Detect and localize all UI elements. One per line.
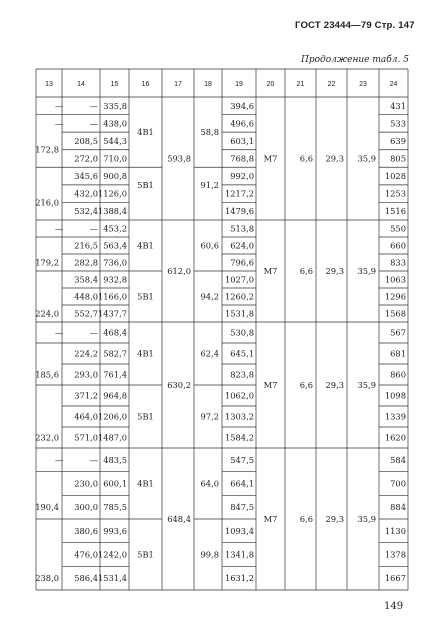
- cell-col19: 1303,2: [224, 411, 254, 422]
- cell-col17: 593,8: [167, 153, 191, 164]
- cell-col18: 62,4: [200, 348, 219, 359]
- cell-col17: 630,2: [167, 380, 191, 390]
- cell-col16: 4B1: [137, 478, 154, 489]
- cell-col24: 431: [390, 100, 406, 111]
- cell-col15: 964,8: [103, 390, 127, 401]
- cell-col24: 1296: [384, 291, 406, 302]
- cell-col19: 1062,0: [224, 390, 254, 401]
- cell-col14: —: [89, 327, 98, 338]
- cell-col15: 785,5: [103, 502, 127, 513]
- cell-col15: 582,7: [103, 348, 127, 359]
- cell-col20: M7: [263, 380, 278, 390]
- cell-col24: 1667: [384, 573, 406, 584]
- cell-col19: 1093,4: [224, 525, 254, 536]
- cell-col17: 648,4: [167, 514, 191, 524]
- cell-col15: 453,2: [103, 223, 127, 234]
- cell-col13: 238,0: [35, 573, 59, 584]
- cell-col18: 91,2: [200, 179, 219, 190]
- cell-col19: 1341,8: [224, 549, 254, 560]
- cell-col15: 900,8: [103, 171, 127, 182]
- cell-col14: 432,0: [74, 188, 98, 199]
- cell-col24: 681: [390, 348, 406, 359]
- cell-col18: 94,2: [200, 291, 219, 302]
- column-header: 20: [266, 81, 275, 88]
- cell-col24: 860: [390, 369, 406, 380]
- cell-col19: 624,0: [230, 240, 254, 251]
- cell-col19: 768,8: [230, 153, 254, 164]
- cell-col15: 1206,0: [97, 411, 127, 422]
- cell-col15: 544,3: [103, 135, 127, 146]
- page-number: 149: [384, 601, 404, 612]
- cell-col14: 476,0: [74, 549, 98, 560]
- cell-col24: 660: [390, 240, 406, 251]
- column-header: 16: [141, 81, 150, 88]
- cell-col20: M7: [263, 266, 278, 276]
- cell-col14: 448,0: [74, 291, 98, 302]
- cell-col15: 1166,0: [97, 291, 127, 302]
- cell-col14: 282,8: [74, 257, 98, 268]
- cell-col14: 224,2: [74, 348, 98, 359]
- cell-col19: 496,6: [230, 118, 254, 129]
- cell-col14: 380,6: [74, 525, 98, 536]
- cell-col16: 5B1: [137, 411, 154, 422]
- cell-col16: 4B1: [137, 127, 154, 138]
- cell-col14: 586,4: [74, 573, 98, 584]
- cell-col24: 1339: [384, 411, 406, 422]
- cell-col13: 172,8: [35, 144, 59, 155]
- cell-col15: 993,6: [103, 525, 127, 536]
- cell-col13: 216,0: [35, 197, 59, 208]
- cell-col15: 1126,0: [97, 188, 127, 199]
- cell-col23: 35,9: [357, 153, 376, 164]
- cell-col23: 35,9: [357, 266, 376, 276]
- cell-col15: 600,1: [103, 478, 127, 489]
- cell-col14: 300,0: [74, 502, 98, 513]
- cell-col19: 1479,6: [224, 206, 254, 217]
- cell-col14: 358,4: [74, 274, 98, 285]
- column-header: 13: [45, 81, 53, 88]
- cell-col13: —: [54, 454, 64, 465]
- cell-col20: M7: [263, 514, 278, 524]
- cell-col19: 1531,8: [224, 308, 254, 319]
- cell-col15: 1531,4: [97, 573, 127, 584]
- cell-col14: 464,0: [74, 411, 98, 422]
- cell-col17: 612,0: [167, 266, 191, 276]
- cell-col18: 97,2: [200, 411, 219, 422]
- table-continuation-caption: Продолжение табл. 5: [301, 55, 409, 65]
- cell-col15: 932,8: [103, 274, 127, 285]
- cell-col22: 29,3: [325, 266, 344, 276]
- cell-col13: —: [54, 223, 64, 234]
- cell-col14: 272,0: [74, 153, 98, 164]
- cell-col16: 5B1: [137, 549, 154, 560]
- cell-col15: 1437,7: [97, 308, 127, 319]
- cell-col19: 1260,2: [224, 291, 254, 302]
- cell-col24: 1378: [384, 549, 406, 560]
- cell-col14: —: [89, 454, 98, 465]
- cell-col14: 571,0: [74, 432, 98, 443]
- column-header: 23: [359, 81, 367, 88]
- cell-col14: —: [89, 100, 98, 111]
- cell-col21: 6,6: [299, 380, 313, 390]
- cell-col24: 1516: [384, 206, 406, 217]
- cell-col24: 1620: [384, 432, 406, 443]
- cell-col14: 532,4: [74, 206, 98, 217]
- cell-col14: —: [89, 223, 98, 234]
- cell-col24: 1253: [384, 188, 406, 199]
- cell-col24: 1130: [384, 525, 406, 536]
- cell-col15: 1242,0: [97, 549, 127, 560]
- cell-col15: 1388,4: [97, 206, 127, 217]
- cell-col24: 884: [390, 502, 406, 513]
- cell-col24: 1028: [384, 171, 406, 182]
- cell-col13: 224,0: [35, 308, 59, 319]
- cell-col23: 35,9: [357, 514, 376, 524]
- column-header: 21: [296, 81, 305, 88]
- cell-col18: 58,8: [200, 127, 219, 138]
- cell-col19: 547,5: [230, 454, 254, 465]
- cell-col23: 35,9: [357, 380, 376, 390]
- cell-col15: 335,8: [103, 100, 127, 111]
- cell-col19: 847,5: [230, 502, 254, 513]
- cell-col16: 4B1: [137, 240, 154, 251]
- cell-col24: 1063: [384, 274, 406, 285]
- cell-col14: 230,0: [74, 478, 98, 489]
- cell-col15: 563,4: [103, 240, 127, 251]
- cell-col21: 6,6: [299, 266, 313, 276]
- cell-col16: 5B1: [137, 179, 154, 190]
- column-header: 14: [77, 81, 85, 88]
- cell-col13: 185,6: [35, 369, 59, 380]
- cell-col19: 1584,2: [224, 432, 254, 443]
- cell-col14: 216,5: [74, 240, 98, 251]
- cell-col16: 5B1: [137, 291, 154, 302]
- column-header: 15: [110, 81, 119, 88]
- cell-col19: 645,1: [230, 348, 254, 359]
- cell-col19: 823,8: [230, 369, 254, 380]
- cell-col19: 1631,2: [224, 573, 254, 584]
- cell-col19: 603,1: [230, 135, 254, 146]
- cell-col19: 1217,2: [224, 188, 254, 199]
- cell-col21: 6,6: [299, 514, 313, 524]
- column-header: 24: [389, 81, 398, 88]
- cell-col18: 60,6: [200, 240, 219, 251]
- cell-col16: 4B1: [137, 348, 154, 359]
- cell-col14: —: [89, 118, 98, 129]
- cell-col22: 29,3: [325, 153, 344, 164]
- cell-col24: 1568: [384, 308, 406, 319]
- cell-col24: 584: [390, 454, 406, 465]
- cell-col22: 29,3: [325, 514, 344, 524]
- column-header: 17: [174, 81, 182, 88]
- cell-col20: M7: [263, 153, 278, 164]
- cell-col13: —: [54, 327, 64, 338]
- column-header: 19: [235, 81, 243, 88]
- cell-col24: 833: [390, 257, 406, 268]
- cell-col15: 468,4: [103, 327, 127, 338]
- cell-col15: 761,4: [103, 369, 127, 380]
- cell-col15: 710,0: [103, 153, 127, 164]
- column-header: 18: [204, 81, 212, 88]
- cell-col14: 293,0: [74, 369, 98, 380]
- cell-col13: 232,0: [35, 432, 59, 443]
- cell-col19: 513,8: [230, 223, 254, 234]
- cell-col24: 533: [390, 118, 406, 129]
- cell-col15: 1487,0: [97, 432, 127, 443]
- cell-col13: —: [54, 118, 64, 129]
- cell-col24: 1098: [384, 390, 406, 401]
- cell-col13: 179,2: [35, 257, 59, 268]
- cell-col24: 567: [390, 327, 406, 338]
- cell-col14: 371,2: [74, 390, 98, 401]
- cell-col14: 552,7: [74, 308, 98, 319]
- cell-col19: 992,0: [230, 171, 254, 182]
- cell-col19: 394,6: [230, 100, 254, 111]
- cell-col15: 483,5: [103, 454, 127, 465]
- cell-col18: 99,8: [200, 549, 219, 560]
- column-header: 22: [327, 81, 336, 88]
- cell-col19: 530,8: [230, 327, 254, 338]
- cell-col14: 208,5: [74, 135, 98, 146]
- cell-col19: 664,1: [230, 478, 254, 489]
- cell-col24: 805: [390, 153, 406, 164]
- cell-col14: 345,6: [74, 171, 98, 182]
- cell-col24: 700: [390, 478, 406, 489]
- cell-col21: 6,6: [299, 153, 313, 164]
- cell-col18: 64,0: [200, 478, 219, 489]
- cell-col19: 796,6: [230, 257, 254, 268]
- cell-col15: 736,0: [103, 257, 127, 268]
- cell-col22: 29,3: [325, 380, 344, 390]
- cell-col24: 550: [390, 223, 406, 234]
- page-header: ГОСТ 23444—79 Стр. 147: [295, 20, 415, 31]
- cell-col13: 190,4: [35, 502, 59, 513]
- cell-col15: 438,0: [103, 118, 127, 129]
- cell-col13: —: [54, 100, 64, 111]
- cell-col24: 639: [390, 135, 406, 146]
- cell-col19: 1027,0: [224, 274, 254, 285]
